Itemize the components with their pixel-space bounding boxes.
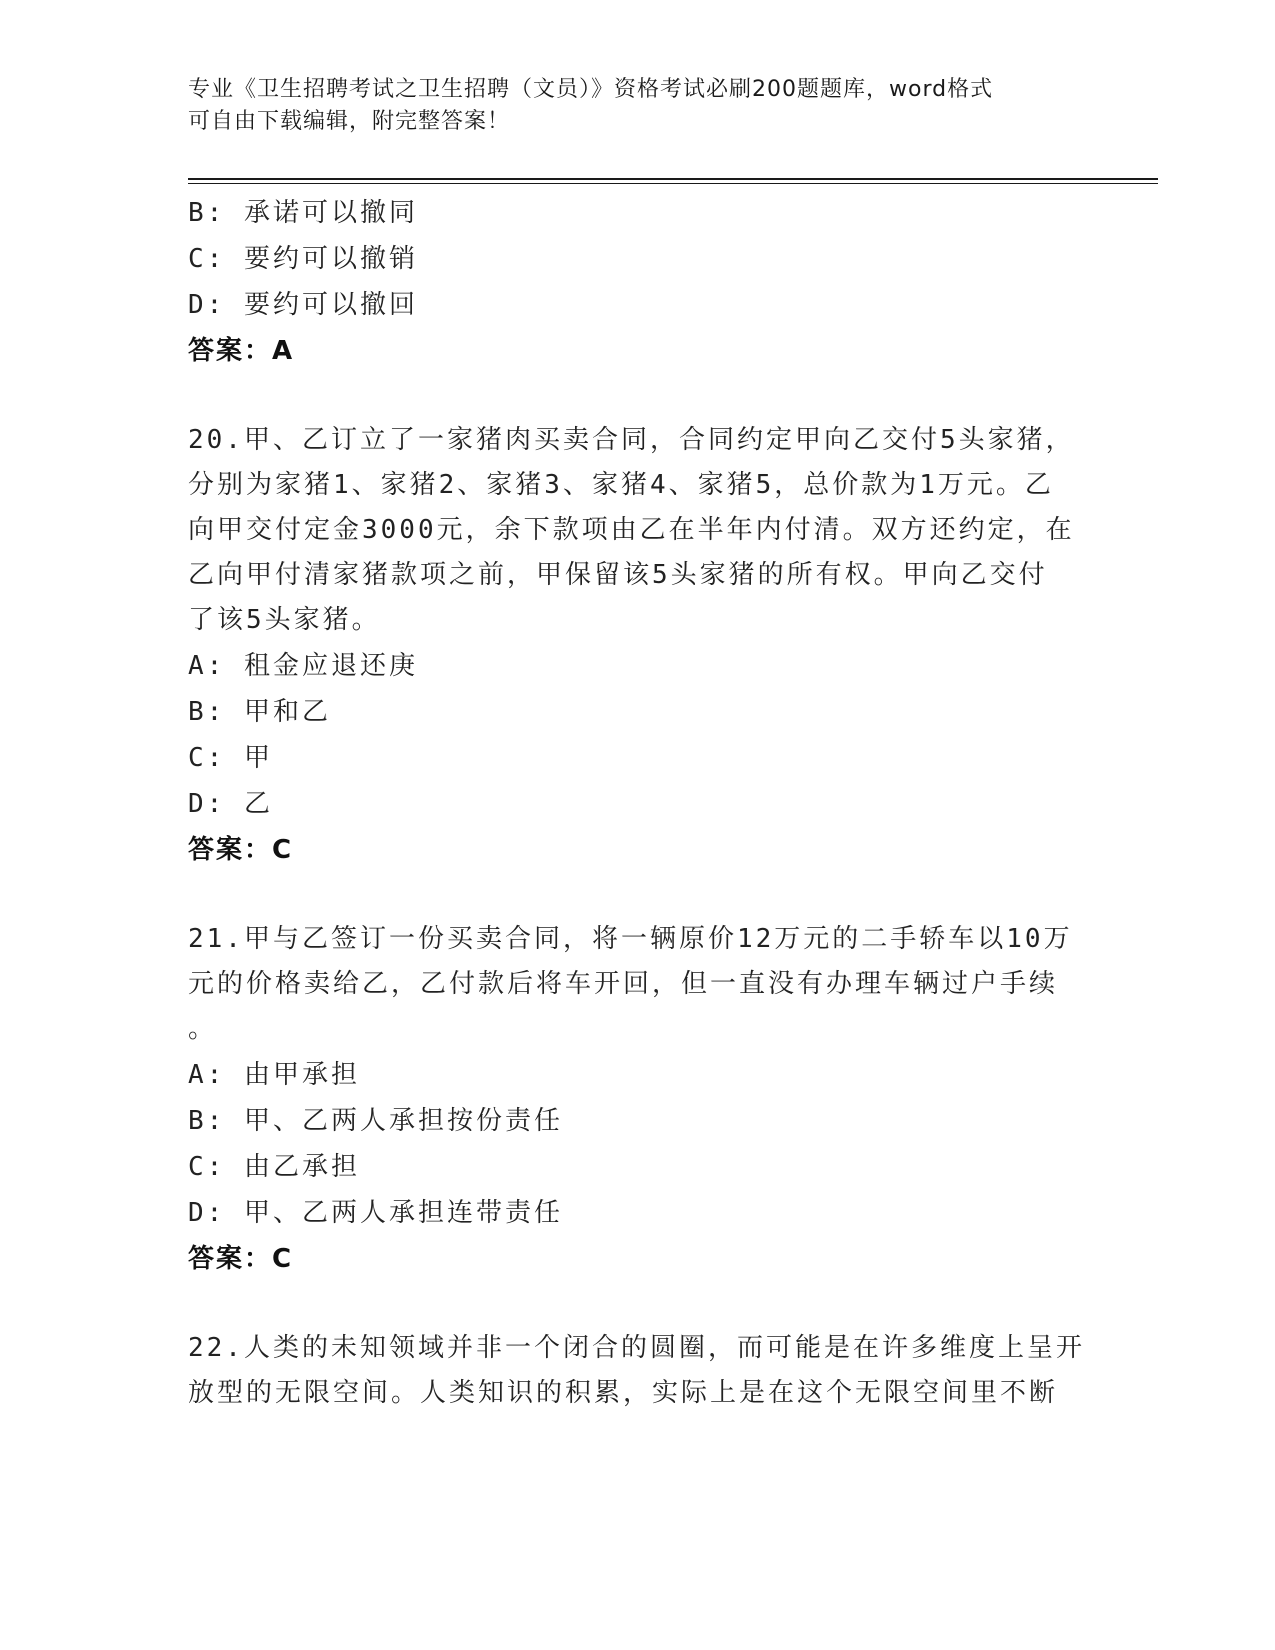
stem-line: 向甲交付定金3000元，余下款项由乙在半年内付清。双方还约定，在 [188,515,1075,545]
question-20 [188,418,1078,873]
question-22 [188,1326,1085,1416]
spacer [188,873,1078,917]
question-stem [188,1326,1085,1416]
spacer [188,374,1078,418]
question-19-tail [188,190,1078,374]
option-c: C: 甲 [188,743,273,773]
answer-line: 答案：C [188,1244,294,1274]
document-body [188,190,1085,1416]
option-d: D: 甲、乙两人承担连带责任 [188,1198,563,1228]
header-title-line-2: 可自由下载编辑，附完整答案！ [188,109,511,134]
answer-line: 答案：A [188,336,295,366]
stem-line: 。 [188,1014,218,1044]
option-b: B: 甲和乙 [188,697,331,727]
stem-line: 了该5头家猪。 [188,605,381,635]
document-header [188,74,1078,138]
header-divider-thick [188,178,1158,180]
question-21 [188,917,1078,1282]
option-c: C: 要约可以撤销 [188,244,418,274]
stem-line: 元的价格卖给乙，乙付款后将车开回，但一直没有办理车辆过户手续 [188,969,1059,999]
header-title-line-1: 专业《卫生招聘考试之卫生招聘（文员）》资格考试必刷200题题库，word格式 [188,77,994,102]
header-divider-thin [188,183,1158,184]
question-stem [188,418,1078,643]
option-b: B: 承诺可以撤同 [188,198,418,228]
answer-line: 答案：C [188,835,294,865]
option-c: C: 由乙承担 [188,1152,360,1182]
question-stem [188,917,1078,1052]
stem-line: 放型的无限空间。人类知识的积累，实际上是在这个无限空间里不断 [188,1378,1059,1408]
option-a: A: 租金应退还庚 [188,651,418,681]
spacer [188,1282,1078,1326]
stem-line: 20.甲、乙订立了一家猪肉买卖合同，合同约定甲向乙交付5头家猪， [188,425,1075,455]
stem-line: 22.人类的未知领域并非一个闭合的圆圈，而可能是在许多维度上呈开 [188,1333,1085,1363]
stem-line: 21.甲与乙签订一份买卖合同，将一辆原价12万元的二手轿车以10万 [188,924,1073,954]
stem-line: 分别为家猪1、家猪2、家猪3、家猪4、家猪5，总价款为1万元。乙 [188,470,1054,500]
option-a: A: 由甲承担 [188,1060,360,1090]
stem-line: 乙向甲付清家猪款项之前，甲保留该5头家猪的所有权。甲向乙交付 [188,560,1048,590]
option-d: D: 要约可以撤回 [188,290,418,320]
option-d: D: 乙 [188,789,273,819]
option-b: B: 甲、乙两人承担按份责任 [188,1106,563,1136]
